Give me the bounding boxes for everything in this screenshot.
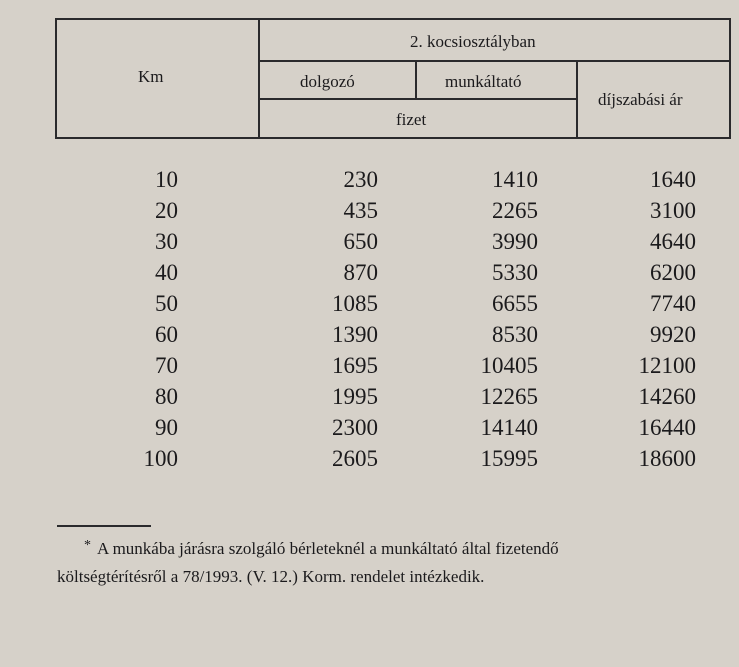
km-cell: 30: [155, 229, 178, 254]
tariff-cell: 9920: [650, 322, 696, 347]
header-worker-employer-divider: [415, 60, 417, 100]
header-tariff-label: díjszabási ár: [598, 90, 683, 109]
worker-cell: 870: [343, 260, 378, 285]
header-km-divider: [258, 18, 260, 139]
worker-cell: 2605: [332, 446, 378, 471]
employer-cell: 1410: [492, 167, 538, 192]
footnote-line-2: költségtérítésről a 78/1993. (V. 12.) Korm. rendelet intézkedik.: [57, 567, 485, 586]
km-cell: 10: [155, 167, 178, 192]
km-cell: 80: [155, 384, 178, 409]
header-top-border: [55, 18, 731, 20]
tariff-cell: 6200: [650, 260, 696, 285]
worker-cell: 1085: [332, 291, 378, 316]
worker-cell: 230: [343, 167, 378, 192]
worker-cell: 2300: [332, 415, 378, 440]
tariff-cell: 1640: [650, 167, 696, 192]
tariff-cell: 18600: [638, 446, 696, 471]
table-row: [0, 350, 739, 381]
tariff-cell: 14260: [638, 384, 696, 409]
tariff-cell: 7740: [650, 291, 696, 316]
header-tariff-divider: [576, 60, 578, 139]
header-class-underline: [258, 60, 731, 62]
km-cell: 70: [155, 353, 178, 378]
worker-cell: 435: [343, 198, 378, 223]
km-cell: 20: [155, 198, 178, 223]
footnote-line-1: [84, 539, 559, 559]
footnote-marker: *: [84, 538, 91, 553]
tariff-cell: 3100: [650, 198, 696, 223]
worker-cell: 1390: [332, 322, 378, 347]
employer-cell: 15995: [480, 446, 538, 471]
employer-cell: 10405: [480, 353, 538, 378]
table-row: [0, 288, 739, 319]
header-employer-label: munkáltató: [445, 72, 522, 91]
table-row: [0, 412, 739, 443]
km-cell: 100: [143, 446, 178, 471]
table-row: [0, 164, 739, 195]
employer-cell: 14140: [480, 415, 538, 440]
employer-cell: 12265: [480, 384, 538, 409]
employer-cell: 2265: [492, 198, 538, 223]
employer-cell: 6655: [492, 291, 538, 316]
table-row: [0, 226, 739, 257]
tariff-cell: 12100: [638, 353, 696, 378]
table-row: [0, 319, 739, 350]
tariff-cell: 16440: [638, 415, 696, 440]
worker-cell: 1995: [332, 384, 378, 409]
table-row: [0, 257, 739, 288]
header-pays-label: fizet: [396, 110, 427, 129]
km-cell: 60: [155, 322, 178, 347]
employer-cell: 8530: [492, 322, 538, 347]
header-worker-label: dolgozó: [300, 72, 355, 91]
worker-cell: 1695: [332, 353, 378, 378]
header-pays-topline: [258, 98, 578, 100]
employer-cell: 3990: [492, 229, 538, 254]
header-left-border: [55, 18, 57, 139]
table-row: [0, 443, 739, 474]
worker-cell: 650: [343, 229, 378, 254]
km-cell: 40: [155, 260, 178, 285]
tariff-cell: 4640: [650, 229, 696, 254]
header-km-label: Km: [138, 67, 164, 86]
footnote-text-1: A munkába járásra szolgáló bérleteknél a munkáltató által fizetendő: [97, 539, 559, 558]
table-row: [0, 381, 739, 412]
table-row: [0, 195, 739, 226]
header-right-border: [729, 18, 731, 139]
km-cell: 90: [155, 415, 178, 440]
header-class-label: 2. kocsiosztályban: [410, 32, 536, 51]
km-cell: 50: [155, 291, 178, 316]
footnote-rule: [57, 525, 151, 527]
employer-cell: 5330: [492, 260, 538, 285]
header-bottom-border: [55, 137, 731, 139]
